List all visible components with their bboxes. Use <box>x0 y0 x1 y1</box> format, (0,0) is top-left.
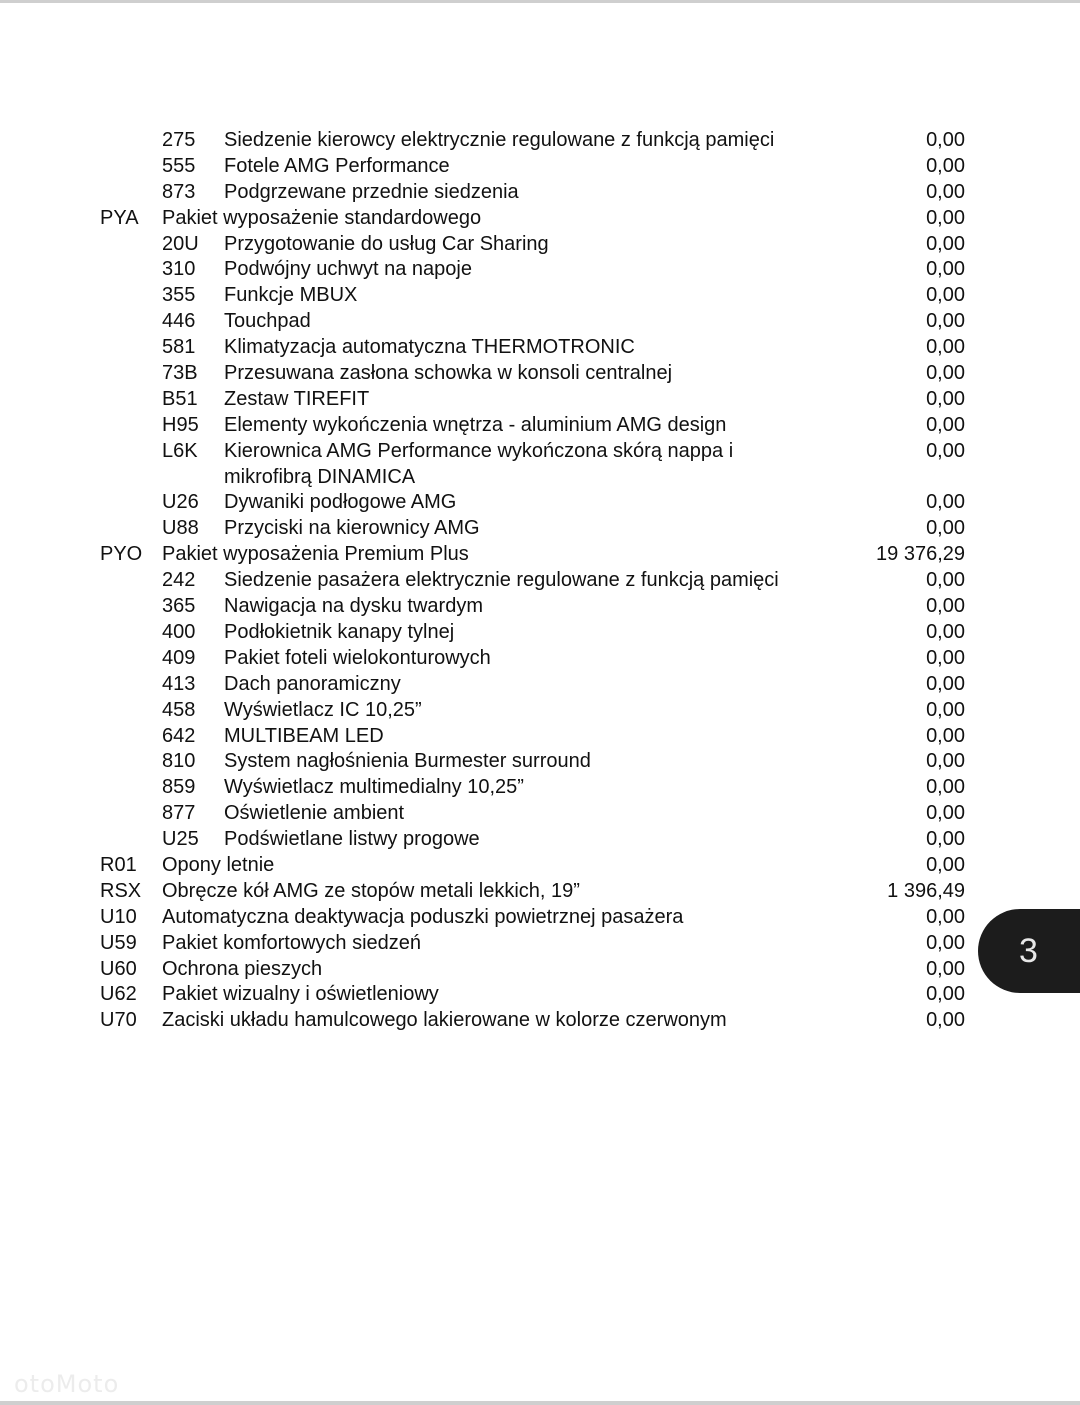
option-price: 0,00 <box>926 569 965 592</box>
option-row <box>0 775 1080 801</box>
option-description: Przyciski na kierownicy AMG <box>224 517 480 540</box>
option-row <box>0 801 1080 827</box>
option-price: 0,00 <box>926 154 965 177</box>
option-row <box>0 439 1080 491</box>
option-price: 1 396,49 <box>887 879 965 902</box>
option-price: 0,00 <box>926 957 965 980</box>
option-code: PYO <box>100 543 143 566</box>
option-row <box>0 672 1080 698</box>
option-description: Wyświetlacz IC 10,25” <box>224 698 422 721</box>
option-code: U60 <box>100 957 137 980</box>
option-code: 642 <box>162 724 196 747</box>
option-description: Obręcze kół AMG ze stopów metali lekkich, 19” <box>162 879 580 902</box>
option-description: Zestaw TIREFIT <box>224 387 370 410</box>
option-row <box>0 620 1080 646</box>
option-price: 0,00 <box>926 284 965 307</box>
option-description: Elementy wykończenia wnętrza - aluminium AMG design <box>224 413 727 436</box>
option-row <box>0 516 1080 542</box>
option-description: Fotele AMG Performance <box>224 154 450 177</box>
option-row <box>0 361 1080 387</box>
option-description: Pakiet wyposażenie standardowego <box>162 206 482 229</box>
option-row <box>0 490 1080 516</box>
package-row <box>0 1008 1080 1034</box>
option-row <box>0 646 1080 672</box>
option-price: 0,00 <box>926 802 965 825</box>
option-code: 242 <box>162 569 196 592</box>
option-description: Dywaniki podłogowe AMG <box>224 491 457 514</box>
option-code: U88 <box>162 517 199 540</box>
option-price: 0,00 <box>926 672 965 695</box>
option-row <box>0 180 1080 206</box>
option-row <box>0 128 1080 154</box>
option-description: MULTIBEAM LED <box>224 724 384 747</box>
option-row <box>0 698 1080 724</box>
option-code: 275 <box>162 129 196 151</box>
option-row <box>0 749 1080 775</box>
option-price: 0,00 <box>926 206 965 229</box>
option-row <box>0 232 1080 258</box>
option-description: Dach panoramiczny <box>224 672 401 695</box>
option-code: 859 <box>162 776 196 799</box>
equipment-list <box>0 128 1080 1034</box>
option-price: 0,00 <box>926 180 965 203</box>
option-code: U25 <box>162 828 199 851</box>
option-description: Podłokietnik kanapy tylnej <box>224 620 455 643</box>
option-row <box>0 827 1080 853</box>
option-description: Pakiet foteli wielokonturowych <box>224 646 491 669</box>
option-price: 0,00 <box>926 129 965 151</box>
option-price: 0,00 <box>926 336 965 359</box>
option-code: 446 <box>162 310 196 333</box>
option-description: Pakiet wyposażenia Premium Plus <box>162 543 469 566</box>
option-code: 310 <box>162 258 196 281</box>
option-description: Pakiet komfortowych siedzeń <box>162 931 422 954</box>
option-price: 0,00 <box>926 232 965 255</box>
option-code: 458 <box>162 698 196 721</box>
package-row <box>0 542 1080 568</box>
option-code: L6K <box>162 439 198 462</box>
option-code: 810 <box>162 750 196 773</box>
option-code: 409 <box>162 646 196 669</box>
option-description: Opony letnie <box>162 853 275 876</box>
option-code: RSX <box>100 879 142 902</box>
package-row <box>0 879 1080 905</box>
option-row <box>0 309 1080 335</box>
option-price: 0,00 <box>926 724 965 747</box>
option-row <box>0 154 1080 180</box>
option-row <box>0 568 1080 594</box>
option-description: Ochrona pieszych <box>162 957 323 980</box>
watermark-logo: otoMoto <box>14 1370 120 1398</box>
option-description: Siedzenie kierowcy elektrycznie regulowane z funkcją pamięci <box>224 129 775 151</box>
option-code: U70 <box>100 1009 137 1032</box>
option-price: 0,00 <box>926 595 965 618</box>
option-row <box>0 335 1080 361</box>
option-price: 0,00 <box>926 1009 965 1032</box>
bottom-border <box>0 1401 1080 1405</box>
option-price: 0,00 <box>926 413 965 436</box>
option-description: Zaciski układu hamulcowego lakierowane w kolorze czerwonym <box>162 1009 727 1032</box>
option-code: 20U <box>162 232 199 255</box>
page-number: 3 <box>1019 932 1038 970</box>
option-row <box>0 724 1080 750</box>
option-code: 877 <box>162 802 196 825</box>
option-row <box>0 594 1080 620</box>
option-code: PYA <box>100 206 139 229</box>
option-row <box>0 387 1080 413</box>
option-code: 581 <box>162 336 196 359</box>
package-row <box>0 931 1080 957</box>
package-row <box>0 905 1080 931</box>
option-code: 413 <box>162 672 196 695</box>
top-border <box>0 0 1080 3</box>
option-price: 0,00 <box>926 698 965 721</box>
option-price: 0,00 <box>926 828 965 851</box>
option-price: 0,00 <box>926 258 965 281</box>
option-code: U59 <box>100 931 137 954</box>
option-code: 355 <box>162 284 196 307</box>
option-price: 0,00 <box>926 646 965 669</box>
option-description: Automatyczna deaktywacja poduszki powietrznej pasażera <box>162 905 684 928</box>
option-code: H95 <box>162 413 199 436</box>
option-description: Przygotowanie do usług Car Sharing <box>224 232 549 255</box>
option-row <box>0 257 1080 283</box>
option-price: 0,00 <box>926 750 965 773</box>
option-code: U10 <box>100 905 137 928</box>
option-description: Klimatyzacja automatyczna THERMOTRONIC <box>224 336 635 359</box>
package-row <box>0 982 1080 1008</box>
option-price: 19 376,29 <box>876 543 965 566</box>
option-code: 555 <box>162 154 196 177</box>
option-code: R01 <box>100 853 137 876</box>
option-code: U62 <box>100 983 137 1006</box>
option-code: B51 <box>162 387 198 410</box>
option-description: System nagłośnienia Burmester surround <box>224 750 591 773</box>
option-price: 0,00 <box>926 439 965 462</box>
option-price: 0,00 <box>926 362 965 385</box>
option-description: Oświetlenie ambient <box>224 802 405 825</box>
package-row <box>0 853 1080 879</box>
option-description: Touchpad <box>224 310 311 333</box>
option-description: Funkcje MBUX <box>224 284 358 307</box>
option-code: 365 <box>162 595 196 618</box>
option-description: Kierownica AMG Performance wykończona skórą nappa i mikrofibrą DINAMICA <box>224 439 734 488</box>
option-description: Siedzenie pasażera elektrycznie regulowane z funkcją pamięci <box>224 569 779 592</box>
option-code: 400 <box>162 620 196 643</box>
option-price: 0,00 <box>926 517 965 540</box>
option-price: 0,00 <box>926 491 965 514</box>
option-price: 0,00 <box>926 931 965 954</box>
package-row <box>0 206 1080 232</box>
option-price: 0,00 <box>926 905 965 928</box>
package-row <box>0 957 1080 983</box>
option-row <box>0 413 1080 439</box>
option-price: 0,00 <box>926 983 965 1006</box>
option-price: 0,00 <box>926 620 965 643</box>
option-price: 0,00 <box>926 776 965 799</box>
option-description: Nawigacja na dysku twardym <box>224 595 483 618</box>
option-description: Podwójny uchwyt na napoje <box>224 258 472 281</box>
option-code: U26 <box>162 491 199 514</box>
option-price: 0,00 <box>926 310 965 333</box>
option-price: 0,00 <box>926 853 965 876</box>
option-description: Pakiet wizualny i oświetleniowy <box>162 983 439 1006</box>
option-description: Podgrzewane przednie siedzenia <box>224 180 519 203</box>
option-description: Podświetlane listwy progowe <box>224 828 480 851</box>
option-row <box>0 283 1080 309</box>
option-description: Przesuwana zasłona schowka w konsoli centralnej <box>224 362 673 385</box>
option-description: Wyświetlacz multimedialny 10,25” <box>224 776 524 799</box>
option-price: 0,00 <box>926 387 965 410</box>
option-code: 873 <box>162 180 196 203</box>
option-code: 73B <box>162 362 198 385</box>
